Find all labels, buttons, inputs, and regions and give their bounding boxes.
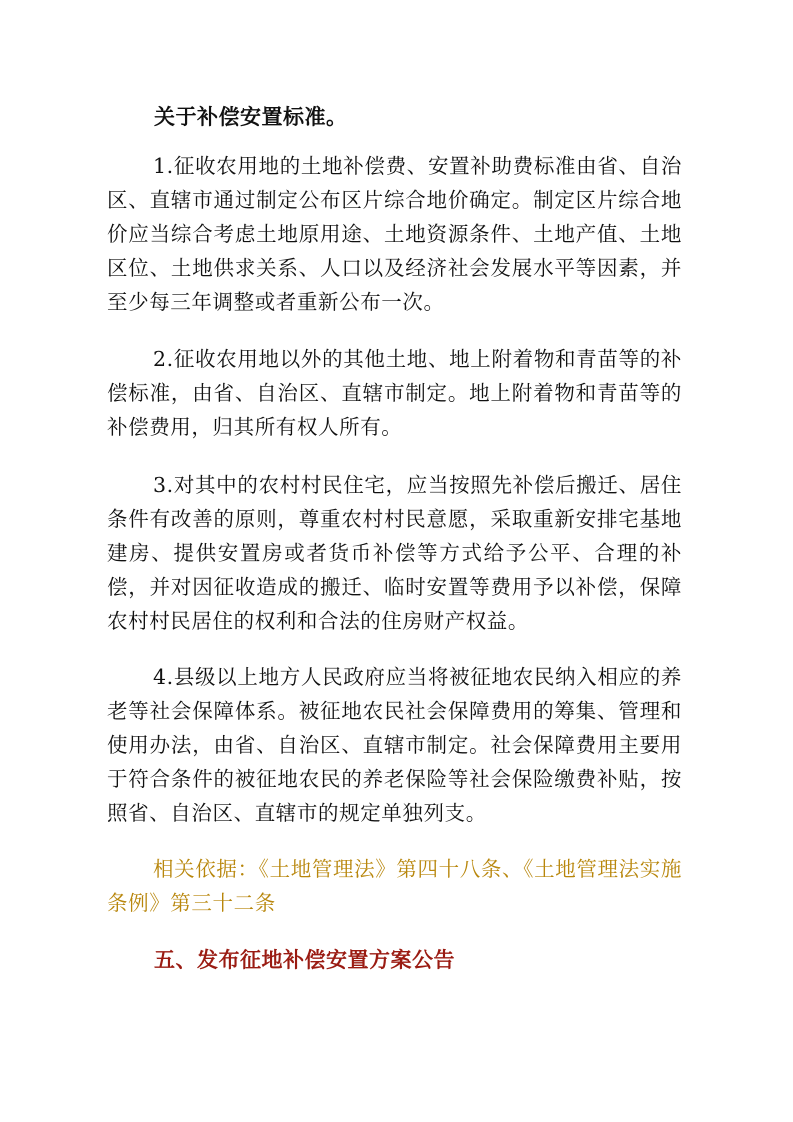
subsection-heading: 关于补偿安置标准。: [154, 104, 348, 129]
paragraph-4: 4.县级以上地方人民政府应当将被征地农民纳入相应的养老等社会保障体系。被征地农民社会保障费用的筹集、管理和使用办法，由省、自治区、直辖市制定。社会保障费用主要用于符合条件的被征地农民的养老保险等社会保险缴费补贴，按照省、自治区、直辖市的规定单独列支。: [107, 665, 682, 825]
paragraph-1: 1.征收农用地的土地补偿费、安置补助费标准由省、自治区、直辖市通过制定公布区片综合地价确定。制定区片综合地价应当综合考虑土地原用途、土地资源条件、土地产值、土地区位、土地供求关系、人口以及经济社会发展水平等因素，并至少每三年调整或者重新公布一次。: [107, 154, 682, 314]
paragraph-3: 3.对其中的农村村民住宅，应当按照先补偿后搬迁、居住条件有改善的原则，尊重农村村民意愿，采取重新安排宅基地建房、提供安置房或者货币补偿等方式给予公平、合理的补偿，并对因征收造成的搬迁、临时安置等费用予以补偿，保障农村村民居住的权利和合法的住房财产权益。: [107, 473, 682, 633]
legal-basis-note: 相关依据：《土地管理法》第四十八条、《土地管理法实施条例》第三十二条: [107, 857, 682, 915]
section-title: 五、发布征地补偿安置方案公告: [154, 947, 455, 972]
paragraph-2: 2.征收农用地以外的其他土地、地上附着物和青苗等的补偿标准，由省、自治区、直辖市制定。地上附着物和青苗等的补偿费用，归其所有权人所有。: [107, 347, 682, 439]
